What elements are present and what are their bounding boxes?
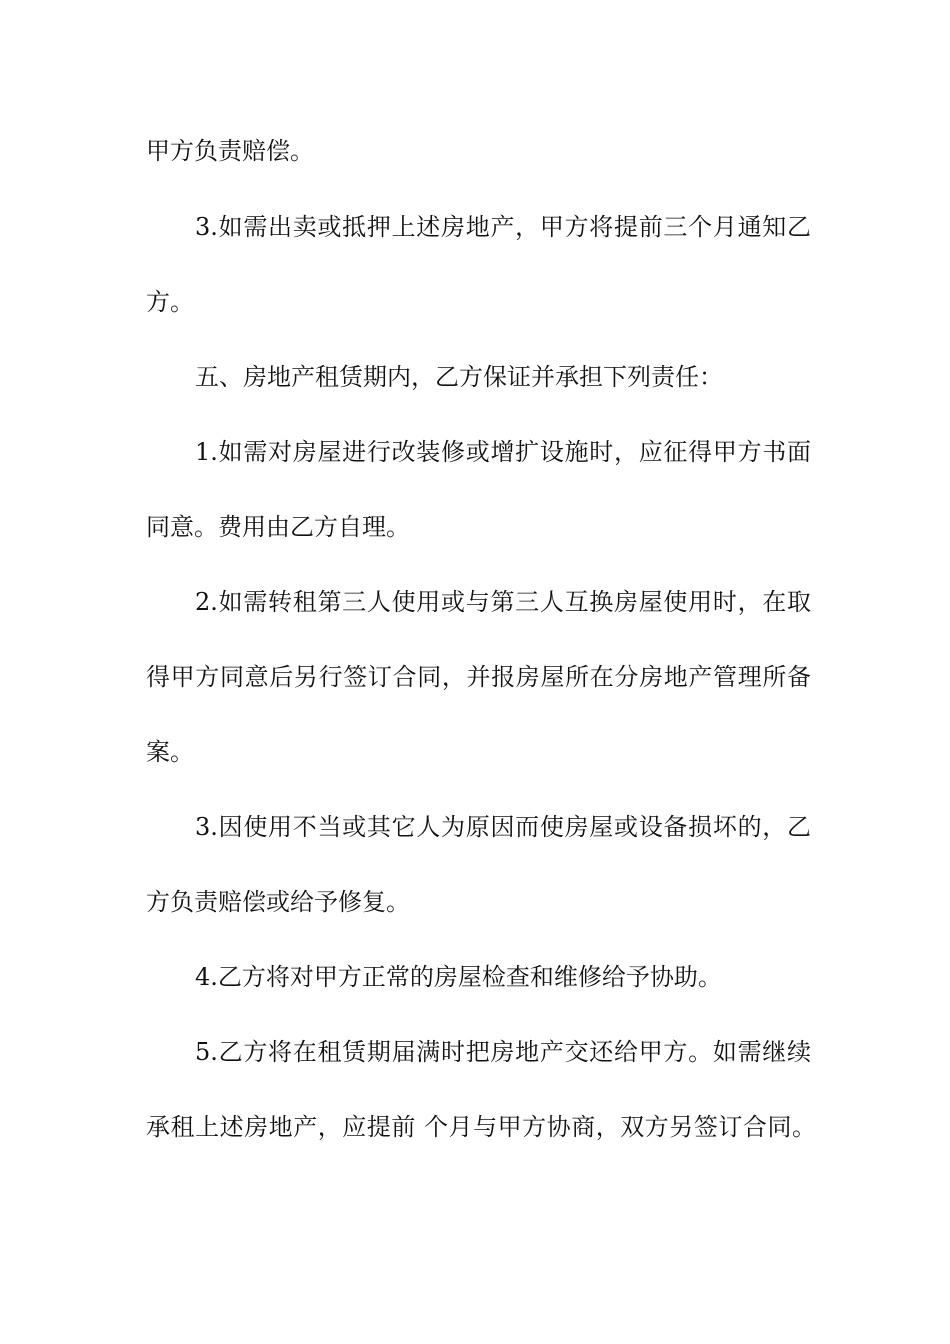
text-line-8: 得甲方同意后另行签订合同，并报房屋所在分房地产管理所备: [146, 663, 811, 691]
text-line-3: 方。: [146, 288, 194, 316]
text-line-11: 方负责赔偿或给予修复。: [146, 888, 410, 916]
text-line-2: 3.如需出卖或抵押上述房地产，甲方将提前三个月通知乙: [195, 213, 811, 241]
text-line-7: 2.如需转租第三人使用或与第三人互换房屋使用时，在取: [195, 588, 811, 616]
text-line-10: 3.因使用不当或其它人为原因而使房屋或设备损坏的，乙: [195, 813, 811, 841]
text-line-12: 4.乙方将对甲方正常的房屋检查和维修给予协助。: [195, 963, 722, 991]
text-line-6: 同意。费用由乙方自理。: [146, 513, 410, 541]
text-line-9: 案。: [146, 738, 194, 766]
text-line-13: 5.乙方将在租赁期届满时把房地产交还给甲方。如需继续: [195, 1038, 811, 1066]
text-line-1: 甲方负责赔偿。: [146, 137, 314, 165]
text-line-4: 五、房地产租赁期内，乙方保证并承担下列责任：: [195, 363, 723, 391]
text-line-5: 1.如需对房屋进行改装修或增扩设施时，应征得甲方书面: [195, 438, 811, 466]
text-line-14: 承租上述房地产，应提前 个月与甲方协商，双方另签订合同。: [146, 1113, 816, 1141]
